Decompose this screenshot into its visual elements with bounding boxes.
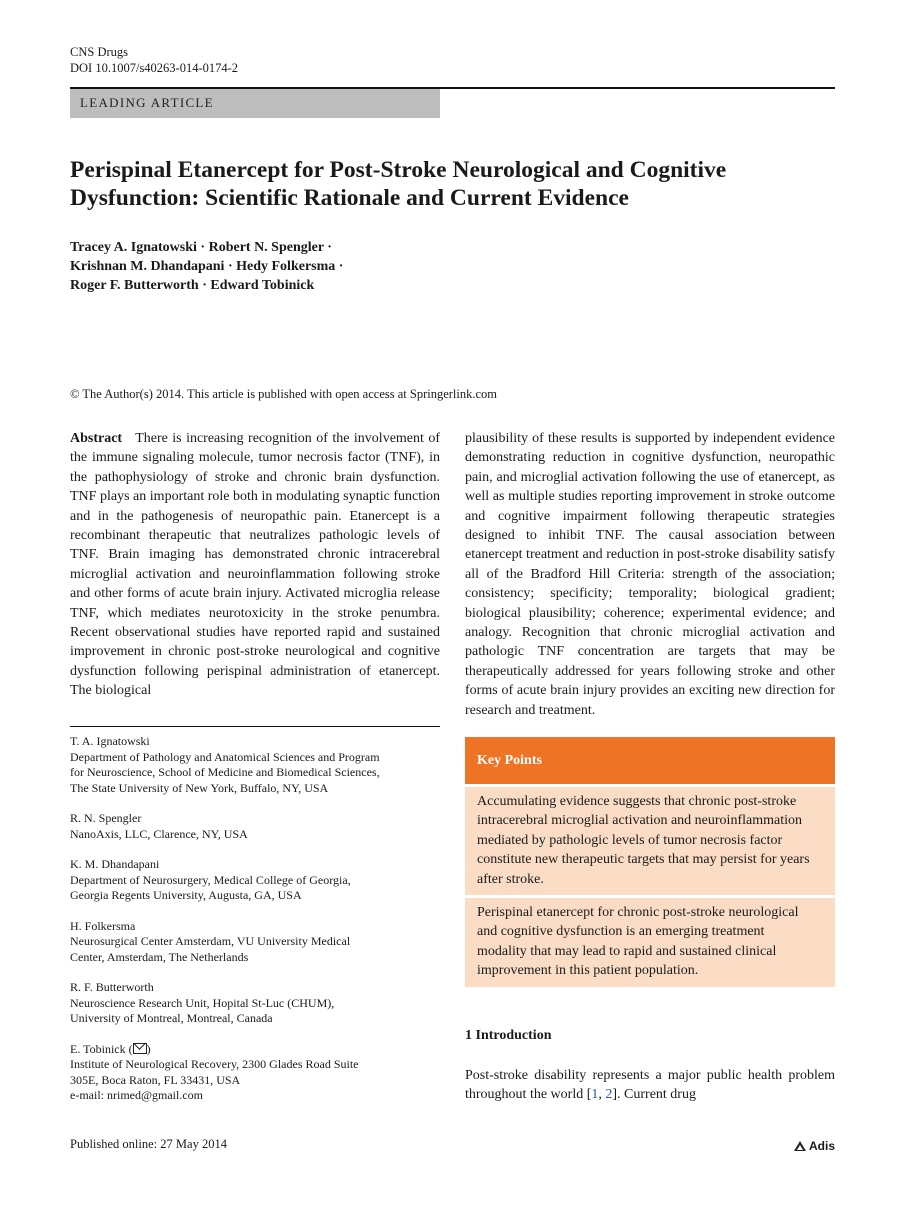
- article-type-band: LEADING ARTICLE: [70, 89, 440, 118]
- journal-name: CNS Drugs: [70, 45, 128, 59]
- affiliation-line: Neurosurgical Center Amsterdam, VU University Medical: [70, 934, 351, 948]
- adis-triangle-icon: [794, 1141, 806, 1151]
- affiliation-rule: [70, 726, 440, 727]
- affiliation-author: R. N. Spengler: [70, 811, 142, 825]
- affiliation-line: Center, Amsterdam, The Netherlands: [70, 949, 249, 964]
- affiliation-author: K. M. Dhandapani: [70, 857, 160, 871]
- envelope-icon[interactable]: [133, 1043, 147, 1054]
- affiliation-author: E. Tobinick: [70, 1041, 126, 1056]
- affiliation-author: R. F. Butterworth: [70, 980, 154, 994]
- author-list: [70, 238, 570, 295]
- affiliation-line: Department of Pathology and Anatomical Sciences and Program: [70, 749, 380, 764]
- key-points-heading: Key Points: [465, 737, 835, 784]
- copyright-notice: © The Author(s) 2014. This article is published with open access at Springerlink.com: [70, 387, 498, 401]
- abstract-right-column: [465, 429, 835, 720]
- affiliation-line: Georgia Regents University, Augusta, GA, USA: [70, 888, 302, 902]
- affiliation: [70, 857, 440, 904]
- affiliation-author: H. Folkersma: [70, 918, 136, 933]
- key-point-item: Accumulating evidence suggests that chronic post-stroke intracerebral microglial activation and neuroinflammation mediated by pathologic levels of tumor necrosis factor constitute new therapeutic targets that may persist for years after stroke.: [465, 787, 835, 895]
- introduction-text: [465, 1066, 835, 1105]
- corresponding-author: E. Tobinick ( ): [70, 1041, 151, 1056]
- affiliation: [70, 734, 440, 796]
- affiliation-line: Department of Neurosurgery, Medical College of Georgia,: [70, 872, 351, 887]
- key-points-box: [465, 737, 835, 987]
- affiliation: [70, 919, 440, 966]
- affiliation: [70, 980, 440, 1027]
- author-line: Krishnan M. Dhandapani · Hedy Folkersma ·: [70, 259, 344, 274]
- affiliation-line: University of Montreal, Montreal, Canada: [70, 1011, 273, 1025]
- affiliations: [70, 734, 440, 1119]
- affiliation-line: The State University of New York, Buffalo, NY, USA: [70, 780, 329, 795]
- affiliation: [70, 1042, 440, 1104]
- affiliation-author: T. A. Ignatowski: [70, 734, 150, 748]
- affiliation-line: Neuroscience Research Unit, Hopital St-Luc (CHUM),: [70, 995, 335, 1010]
- abstract-left-column: [70, 429, 440, 701]
- author-line: Tracey A. Ignatowski · Robert N. Spengler ·: [70, 240, 332, 255]
- key-point-item: Perispinal etanercept for chronic post-stroke neurological and cognitive dysfunction is an emerging treatment modality that may lead to rapid and sustained clinical improvement in this patient population.: [465, 898, 835, 987]
- citation-link[interactable]: 2: [605, 1087, 613, 1103]
- affiliation-line: Institute of Neurological Recovery, 2300 Glades Road Suite: [70, 1057, 359, 1071]
- affiliation: [70, 811, 440, 842]
- journal-header: [70, 44, 238, 76]
- author-line: Roger F. Butterworth · Edward Tobinick: [70, 278, 315, 293]
- intro-text-end: ]. Current drug: [612, 1087, 696, 1103]
- intro-text-start: Post-stroke disability represents a major public health problem throughout the world [: [465, 1068, 835, 1103]
- publisher-logo: [794, 1139, 835, 1153]
- published-date: Published online: 27 May 2014: [70, 1137, 227, 1151]
- section-heading: 1 Introduction: [465, 1028, 552, 1043]
- title-line: Dysfunction: Scientific Rationale and Current Evidence: [70, 185, 629, 211]
- abstract-text-continued: plausibility of these results is supported by independent evidence demonstrating reduction in cognitive dysfunction, neuropathic pain, and microglial activation following the use of etanercept, as well as multiple studies reporting improvement in stroke outcome and cognitive impairment following therapeutic strategies designed to inhibit TNF. The causal association between etanercept treatment and reduction in post-stroke disability satisfy all of the Bradford Hill Criteria: strength of the association; consistency; specificity; temporality; biological gradient; biological plausibility; coherence; experimental evidence; and analogy. Recognition that chronic microglial activation and pathologic TNF concentration are targets that may be therapeutically addressed for years following stroke and other forms of acute brain injury provides an exciting new direction for research and treatment.: [465, 431, 835, 718]
- article-title: [70, 156, 830, 212]
- affiliation-line: 305E, Boca Raton, FL 33431, USA: [70, 1072, 241, 1087]
- affiliation-line: for Neuroscience, School of Medicine and Biomedical Sciences,: [70, 765, 380, 779]
- email-link[interactable]: e-mail: nrimed@gmail.com: [70, 1088, 204, 1102]
- citation-link[interactable]: 1: [591, 1087, 599, 1103]
- title-line: Perispinal Etanercept for Post-Stroke Neurological and Cognitive: [70, 157, 727, 183]
- doi[interactable]: DOI 10.1007/s40263-014-0174-2: [70, 61, 239, 75]
- publisher-name: Adis: [809, 1139, 836, 1153]
- affiliation-line: NanoAxis, LLC, Clarence, NY, USA: [70, 826, 248, 841]
- abstract-label: Abstract: [70, 431, 123, 446]
- abstract-text: There is increasing recognition of the involvement of the immune signaling molecule, tumor necrosis factor (TNF), in the pathophysiology of stroke and chronic brain dysfunction. TNF plays an important role both in modulating synaptic function and in the pathogenesis of neuropathic pain. Etanercept is a recombinant therapeutic that neutralizes pathologic levels of TNF. Brain imaging has demonstrated chronic intracerebral microglial activation and neuroinflammation following stroke and other forms of acute brain injury. Activated microglia release TNF, which mediates neurotoxicity in the stroke penumbra. Recent observational studies have reported rapid and sustained improvement in chronic post-stroke neurological and cognitive dysfunction following perispinal administration of etanercept. The biological: [70, 431, 441, 699]
- citation-separator: ,: [598, 1087, 606, 1103]
